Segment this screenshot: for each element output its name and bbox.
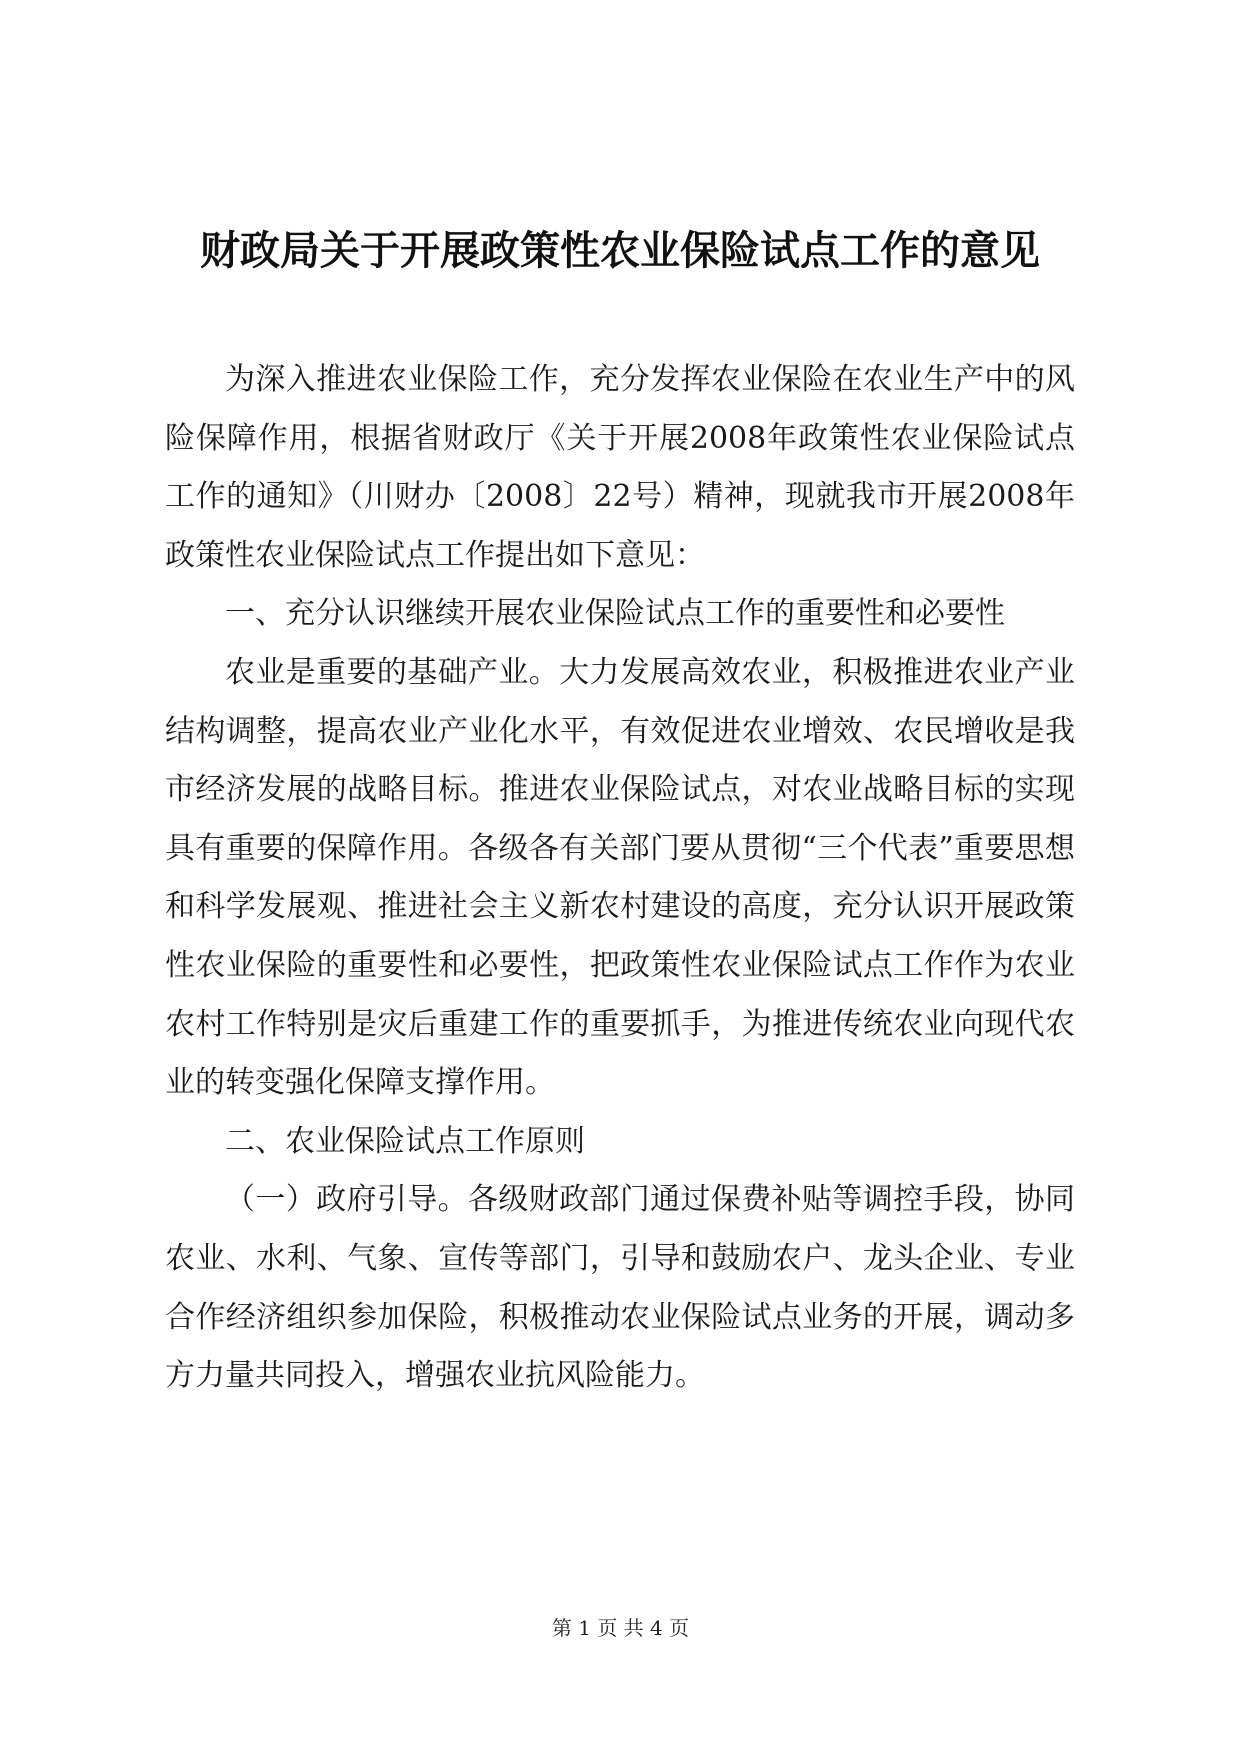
section-heading-1: 一、充分认识继续开展农业保险试点工作的重要性和必要性 xyxy=(225,596,1005,632)
intro-paragraph: 为深入推进农业保险工作，充分发挥农业保险在农业生产中的风险保障作用，根据省财政厅《关于开展2008年政策性农业保险试点工作的通知》（川财办〔2008〕22号）精神，现就我市开展2008年政策性农业保险试点工作提出如下意见： xyxy=(165,362,1075,573)
section-heading-2: 二、农业保险试点工作原则 xyxy=(225,1123,585,1159)
page-footer: 第 1 页 共 4 页 xyxy=(551,1616,690,1640)
principle-1-paragraph: （一）政府引导。各级财政部门通过保费补贴等调控手段，协同农业、水利、气象、宣传等部门，引导和鼓励农户、龙头企业、专业合作经济组织参加保险，积极推动农业保险试点业务的开展，调动多方力量共同投入，增强农业抗风险能力。 xyxy=(165,1182,1075,1394)
section-1-paragraph: 农业是重要的基础产业。大力发展高效农业，积极推进农业产业结构调整，提高农业产业化水平，有效促进农业增效、农民增收是我市经济发展的战略目标。推进农业保险试点，对农业战略目标的实现具有重要的保障作用。各级各有关部门要从贯彻“三个代表”重要思想和科学发展观、推进社会主义新农村建设的高度，充分认识开展政策性农业保险的重要性和必要性，把政策性农业保险试点工作作为农业农村工作特别是灾后重建工作的重要抓手，为推进传统农业向现代农业的转变强化保障支撑作用。 xyxy=(165,654,1075,1101)
document-body xyxy=(165,351,1075,1406)
document-title: 财政局关于开展政策性农业保险试点工作的意见 xyxy=(200,228,1040,274)
